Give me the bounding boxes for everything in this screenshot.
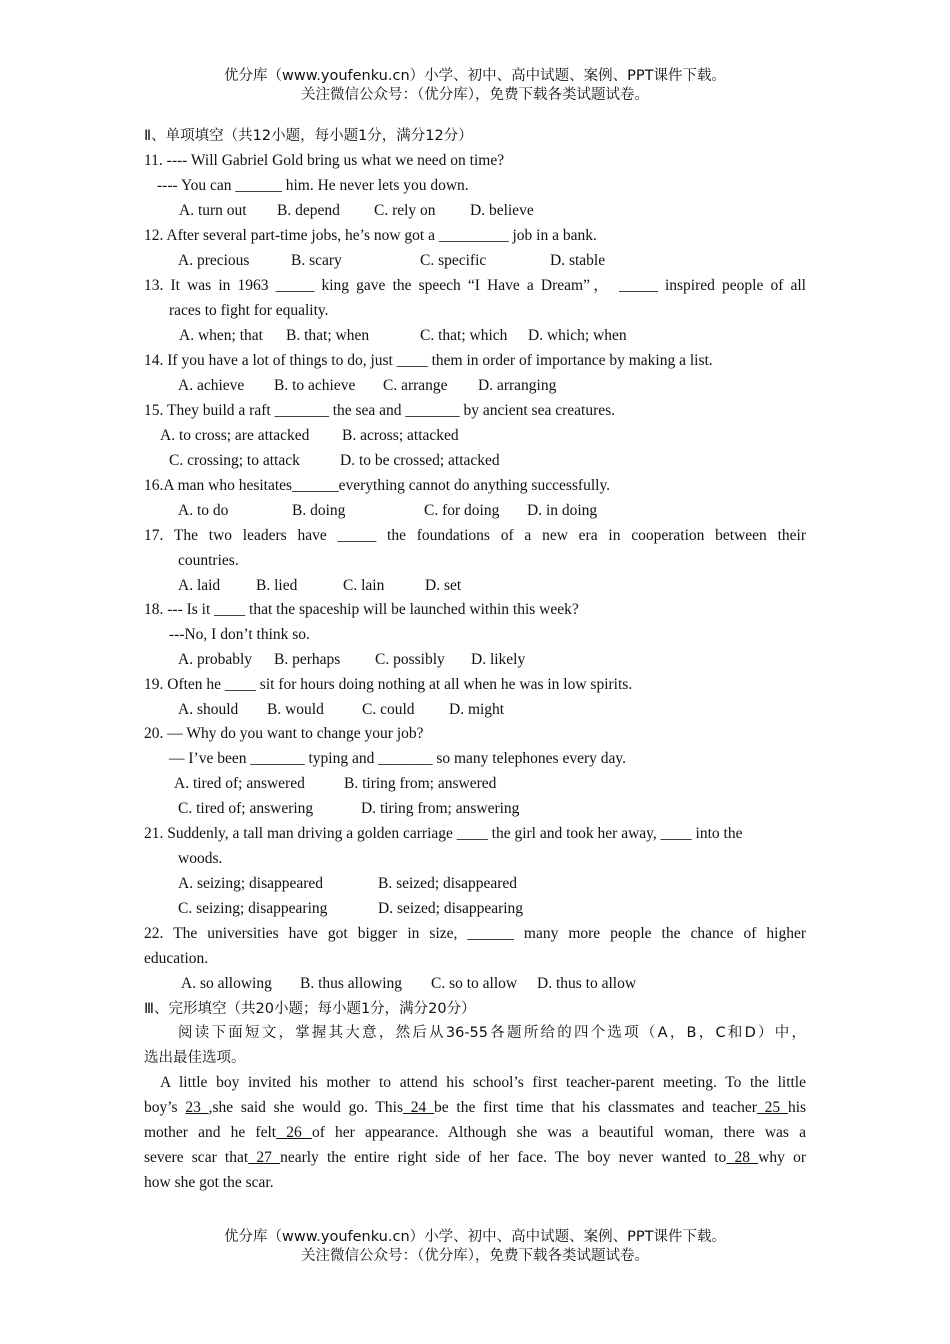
q18-option-a: A. probably — [178, 651, 253, 668]
q22-option-b: B. thus allowing — [300, 975, 403, 992]
q14-option-a: A. achieve — [178, 377, 245, 394]
q17-option-d: D. set — [425, 577, 462, 594]
q15-option-d: D. to be crossed; attacked — [340, 452, 500, 469]
q13-option-d: D. which; when — [528, 327, 627, 344]
q12-stem: 12. After several part-time jobs, he’s now got a _________ job in a bank. — [144, 227, 597, 244]
passage-text: why or — [758, 1149, 807, 1166]
q16-option-d: D. in doing — [527, 502, 598, 519]
blank-24: 24 — [402, 1099, 435, 1116]
passage-line-2 — [144, 1098, 806, 1118]
q18-stem-2: ---No, I don’t think so. — [169, 626, 310, 643]
q16-option-a: A. to do — [178, 502, 229, 519]
passage-text: nearly the entire right side of her face. The boy never wanted to — [280, 1149, 727, 1166]
footer-line-1: 优分库（www.youfenku.cn）小学、初中、高中试题、案例、PPT课件下载。 — [224, 1229, 726, 1245]
q12-option-c: C. specific — [420, 252, 487, 269]
q11-option-c: C. rely on — [374, 202, 436, 219]
q22-stem: 22. The universities have got bigger in size, ______ many more people the chance of higher — [144, 925, 806, 942]
q11-option-b: B. depend — [277, 202, 340, 219]
section-3-instruction: 阅读下面短文，掌握其大意，然后从36-55各题所给的四个选项（A，B，C和D）中， — [178, 1025, 806, 1041]
q13-option-b: B. that; when — [286, 327, 370, 344]
q14-option-c: C. arrange — [383, 377, 448, 394]
passage-text: ,she said she would go. This — [208, 1099, 403, 1116]
passage-line-4 — [144, 1148, 806, 1168]
q15-option-b: B. across; attacked — [342, 427, 459, 444]
q20-option-c: C. tired of; answering — [178, 800, 314, 817]
q11-stem-2: ---- You can ______ him. He never lets you down. — [157, 177, 469, 194]
q20-stem: 20. — Why do you want to change your job? — [144, 725, 424, 742]
q18-option-d: D. likely — [471, 651, 526, 668]
q11-stem: 11. ---- Will Gabriel Gold bring us what we need on time? — [144, 152, 505, 169]
q19-option-b: B. would — [267, 701, 324, 718]
blank-28: 28 — [726, 1149, 759, 1166]
blank-26: 26 — [276, 1124, 312, 1141]
q15-option-c: C. crossing; to attack — [169, 452, 300, 469]
q19-option-a: A. should — [178, 701, 239, 718]
passage-text: mother and he felt — [144, 1124, 277, 1141]
section-2-title: Ⅱ、单项填空（共12小题，每小题1分，满分12分） — [144, 128, 473, 144]
passage-text: his — [787, 1099, 807, 1116]
q14-option-b: B. to achieve — [274, 377, 356, 394]
q18-option-c: C. possibly — [375, 651, 445, 668]
q22-option-d: D. thus to allow — [537, 975, 637, 992]
q21-option-a: A. seizing; disappeared — [178, 875, 324, 892]
passage-text: boy’s — [144, 1099, 178, 1116]
q17-stem-2: countries. — [178, 552, 239, 569]
q14-stem: 14. If you have a lot of things to do, just ____ them in order of importance by making a list. — [144, 352, 713, 369]
q21-stem-2: woods. — [178, 850, 223, 867]
q18-stem: 18. --- Is it ____ that the spaceship will be launched within this week? — [144, 601, 579, 618]
q16-option-c: C. for doing — [424, 502, 500, 519]
q17-stem: 17. The two leaders have _____ the foundations of a new era in cooperation between their — [144, 527, 806, 544]
q17-option-b: B. lied — [256, 577, 298, 594]
passage-line-3 — [144, 1123, 806, 1143]
q16-stem: 16.A man who hesitates______everything cannot do anything successfully. — [144, 477, 611, 494]
section-3-instruction-2: 选出最佳选项。 — [144, 1050, 246, 1066]
q15-option-a: A. to cross; are attacked — [160, 427, 310, 444]
passage-text: be the first time that his classmates and teacher — [434, 1099, 757, 1116]
q13-option-a: A. when; that — [179, 327, 263, 344]
q11-option-d: D. believe — [470, 202, 534, 219]
q13-stem: 13. It was in 1963 _____ king gave the speech “I Have a Dream”， _____ inspired people of all — [144, 277, 806, 294]
section-3-title: Ⅲ、完形填空（共20小题；每小题1分，满分20分） — [144, 1001, 476, 1017]
q12-option-b: B. scary — [291, 252, 342, 269]
q22-option-c: C. so to allow — [431, 975, 518, 992]
blank-23: 23 — [185, 1099, 209, 1116]
q12-option-a: A. precious — [178, 252, 250, 269]
q16-option-b: B. doing — [292, 502, 346, 519]
passage-line-5: how she got the scar. — [144, 1174, 274, 1191]
q13-option-c: C. that; which — [420, 327, 508, 344]
q12-option-d: D. stable — [550, 252, 606, 269]
q15-stem: 15. They build a raft _______ the sea and _______ by ancient sea creatures. — [144, 402, 616, 419]
footer-line-2: 关注微信公众号：（优分库），免费下载各类试题试卷。 — [301, 1248, 649, 1264]
q18-option-b: B. perhaps — [274, 651, 341, 668]
q20-option-a: A. tired of; answered — [174, 775, 305, 792]
q14-option-d: D. arranging — [478, 377, 557, 394]
q20-option-b: B. tiring from; answered — [344, 775, 497, 792]
passage-text: severe scar that — [144, 1149, 249, 1166]
header-line-2: 关注微信公众号：（优分库），免费下载各类试题试卷。 — [301, 87, 649, 103]
q11-option-a: A. turn out — [179, 202, 247, 219]
q22-stem-2: education. — [144, 950, 209, 967]
header-line-1: 优分库（www.youfenku.cn）小学、初中、高中试题、案例、PPT课件下载。 — [224, 68, 726, 84]
passage-text: of her appearance. Although she was a beautiful woman, there was a — [311, 1124, 806, 1141]
q17-option-a: A. laid — [178, 577, 221, 594]
passage-line-1: A little boy invited his mother to attend his school’s first teacher-parent meeting. To the little — [160, 1074, 806, 1091]
q21-option-c: C. seizing; disappearing — [178, 900, 328, 917]
q19-option-c: C. could — [362, 701, 415, 718]
q22-option-a: A. so allowing — [181, 975, 272, 992]
q21-stem: 21. Suddenly, a tall man driving a golden carriage ____ the girl and took her away, ____ into the — [144, 825, 743, 842]
q13-stem-2: races to fight for equality. — [169, 302, 329, 319]
q17-option-c: C. lain — [343, 577, 385, 594]
q19-option-d: D. might — [449, 701, 505, 718]
q19-stem: 19. Often he ____ sit for hours doing nothing at all when he was in low spirits. — [144, 676, 633, 693]
q21-option-d: D. seized; disappearing — [378, 900, 524, 917]
blank-25: 25 — [756, 1099, 788, 1116]
q21-option-b: B. seized; disappeared — [378, 875, 518, 892]
blank-27: 27 — [248, 1149, 281, 1166]
q20-stem-2: — I’ve been _______ typing and _______ so many telephones every day. — [169, 750, 627, 767]
q20-option-d: D. tiring from; answering — [361, 800, 520, 817]
